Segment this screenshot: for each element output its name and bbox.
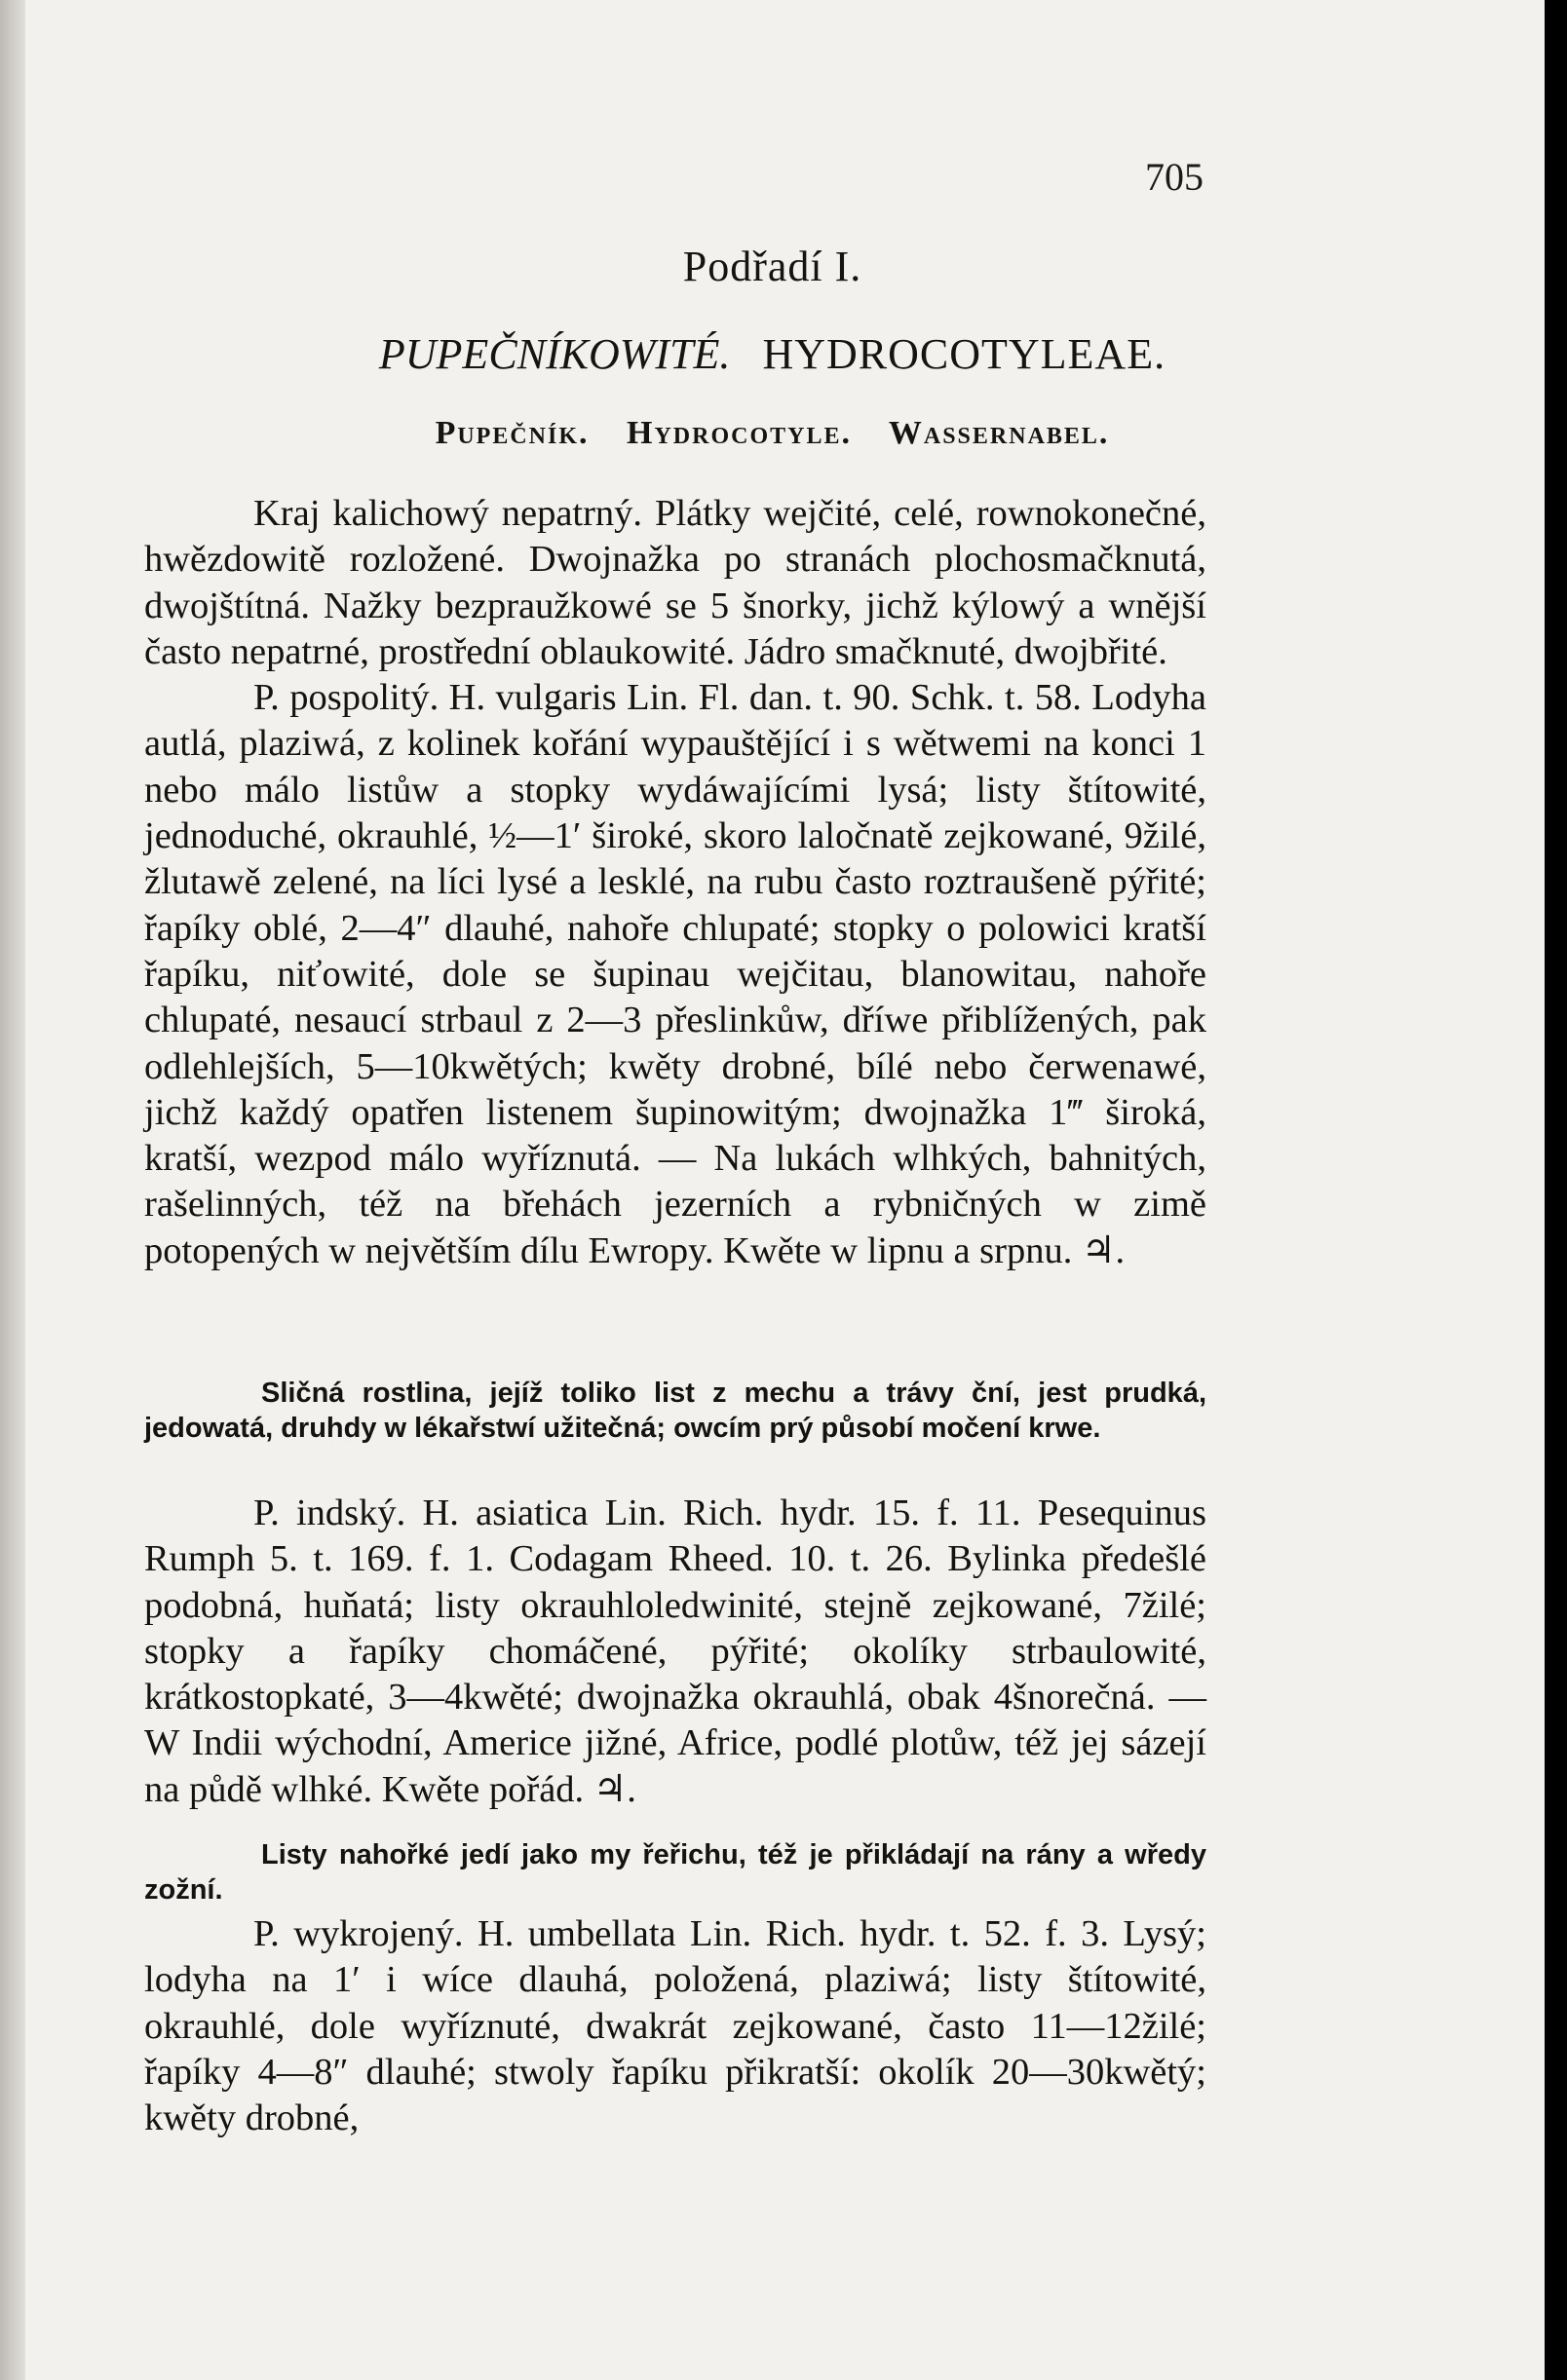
family-heading: [0, 329, 1545, 379]
main-text-block-1: [144, 491, 1206, 1274]
genus-name-czech: Pupečník.: [435, 415, 590, 451]
genus-name-latin: Hydrocotyle.: [627, 415, 852, 451]
genus-line: [0, 415, 1545, 452]
main-text-block-2: [144, 1491, 1206, 1813]
species-description: P. pospolitý. H. vulgaris Lin. Fl. dan. t. 90. Schk. t. 58. Lodyha autlá, plaziwá, z kolinek kořání wypauštějící i s wětwemi na konci 1 nebo málo listůw a stopky wydáwajícími lysá; listy štítowité, jednoduché, okrauhlé, ½—1′ široké, skoro laločnatě zejkowané, 9žilé, žlutawě zelené, na líci lysé a lesklé, na rubu často roztraušeně pýřité; řapíky oblé, 2—4″ dlauhé, nahoře chlupaté; stopky o polowici kratší řapíku, niťowité, dole se šupinau wejčitau, blanowitau, nahoře chlupaté, nesaucí strbaul z 2—3 přeslinkůw, dříwe přiblížených, pak odlehlejších, 5—10kwětých; kwěty drobné, bílé nebo čerwenawé, jichž každý opatřen listenem šupinowitým; dwojnažka 1‴ široká, kratší, wezpod málo wyříznutá. — Na lukách wlhkých, bahnitých, rašelinných, též na břehách jezerních a rybničných w zimě potopených w největším dílu Ewropy. Kwěte w lipnu a srpnu. ♃.: [144, 677, 1206, 1271]
footnote-text: Listy nahořké jedí jako my řeřichu, též je přikládají na rány a wředy zožní.: [144, 1839, 1206, 1906]
family-name-czech: PUPEČNÍKOWITÉ.: [378, 330, 731, 378]
genus-description: Kraj kalichowý nepatrný. Plátky wejčité, celé, rownokonečné, hwězdowitě rozložené. Dwojnažka po stranách plochosmačknutá, dwojštítná. Nažky bezpraužkowé se 5 šnorky, jichž kýlowý a wnější často nepatrné, prostřední oblaukowité. Jádro smačknuté, dwojbřité.: [144, 493, 1206, 672]
family-name-latin: HYDROCOTYLEAE.: [762, 330, 1166, 378]
species-description: P. wykrojený. H. umbellata Lin. Rich. hydr. t. 52. f. 3. Lysý; lodyha na 1′ i wíce dlauhá, položená, plaziwá; listy štítowité, okrauhlé, dole wyříznuté, dwakrát zejkowané, často 11—12žilé; řapíky 4—8″ dlauhé; stwoly řapíku přikratší: okolík 20—30kwětý; kwěty drobné,: [144, 1913, 1206, 2139]
main-text-block-3: [144, 1911, 1206, 2141]
species-description: P. indský. H. asiatica Lin. Rich. hydr. 15. f. 11. Pesequinus Rumph 5. t. 169. f. 1. Codagam Rheed. 10. t. 26. Bylinka předešlé podobná, huňatá; listy okrauhloledwinité, stejně zejkowané, 7žilé; stopky a řapíky chomáčené, pýřité; okolíky strbaulowité, krátkostopkaté, 3—4kwěté; dwojnažka okrauhlá, obak 4šnorečná. — W Indii wýchodní, Americe jižné, Africe, podlé plotůw, též jej sázejí na půdě wlhké. Kwěte pořád. ♃.: [144, 1492, 1206, 1810]
subheading: Podřadí I.: [682, 243, 862, 290]
footnote: [144, 1376, 1206, 1446]
footnote-text: Sličná rostlina, jejíž toliko list z mechu a trávy ční, jest prudká, jedowatá, druhdy w lékařstwí užitečná; owcím prý působí močení krwe.: [144, 1378, 1206, 1444]
footnote: [144, 1837, 1206, 1908]
page-number: 705: [1145, 155, 1204, 199]
genus-name-german: Wassernabel.: [888, 415, 1110, 451]
